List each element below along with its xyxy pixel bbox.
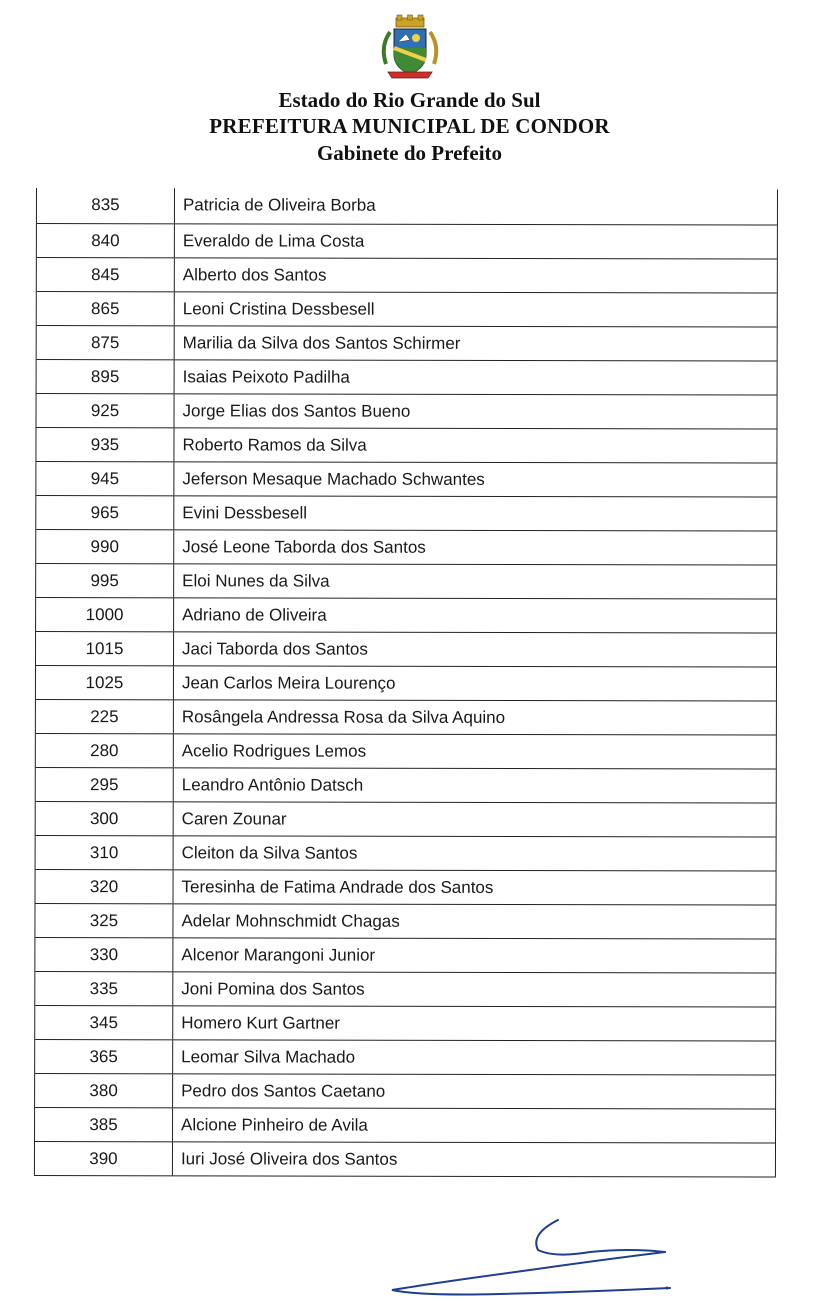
row-name: Patricia de Oliveira Borba xyxy=(182,195,376,215)
row-number: 225 xyxy=(36,700,174,733)
table-row xyxy=(37,326,777,362)
table-row xyxy=(36,564,776,600)
row-name: Iuri José Oliveira dos Santos xyxy=(180,1149,398,1170)
row-name: Eloi Nunes da Silva xyxy=(182,571,330,591)
municipal-coat-of-arms-icon xyxy=(376,14,444,82)
table-row xyxy=(37,292,777,328)
row-number: 1015 xyxy=(36,632,174,665)
table-row xyxy=(36,598,776,634)
row-number: 325 xyxy=(35,904,173,937)
handwritten-signature xyxy=(380,1212,680,1302)
row-number: 280 xyxy=(36,734,174,767)
row-number: 835 xyxy=(37,188,175,223)
table-row xyxy=(36,428,776,464)
row-name: José Leone Taborda dos Santos xyxy=(182,537,426,557)
row-name: Roberto Ramos da Silva xyxy=(182,435,367,455)
table-row xyxy=(36,394,776,430)
header-gabinete: Gabinete do Prefeito xyxy=(316,141,503,165)
row-name: Jaci Taborda dos Santos xyxy=(182,639,368,659)
row-number: 990 xyxy=(36,530,174,563)
table-row xyxy=(37,224,777,260)
table-row xyxy=(37,188,777,226)
table-row xyxy=(36,734,776,770)
row-number: 310 xyxy=(36,836,174,869)
row-number: 295 xyxy=(36,768,174,801)
row-number: 845 xyxy=(37,258,175,291)
table-row xyxy=(35,1006,775,1042)
names-table xyxy=(34,188,778,1178)
table-row xyxy=(35,1074,775,1110)
row-number: 925 xyxy=(36,394,174,427)
row-name: Jeferson Mesaque Machado Schwantes xyxy=(182,469,485,490)
row-name: Pedro dos Santos Caetano xyxy=(181,1081,386,1102)
row-name: Leandro Antônio Datsch xyxy=(181,775,364,795)
row-name: Evini Dessbesell xyxy=(182,503,308,523)
table-row xyxy=(36,496,776,532)
table-row xyxy=(37,360,777,396)
table-row xyxy=(36,836,776,872)
row-number: 995 xyxy=(36,564,174,597)
table-row xyxy=(35,870,775,906)
row-number: 1025 xyxy=(36,666,174,699)
table-row xyxy=(35,938,775,974)
row-number: 895 xyxy=(37,360,175,393)
row-name: Marilia da Silva dos Santos Schirmer xyxy=(182,333,461,353)
row-name: Cleiton da Silva Santos xyxy=(181,843,358,863)
row-number: 300 xyxy=(36,802,174,835)
header-prefeitura: PREFEITURA MUNICIPAL DE CONDOR xyxy=(209,114,610,138)
row-number: 840 xyxy=(37,224,175,257)
table-row xyxy=(35,1040,775,1076)
table-row xyxy=(35,972,775,1008)
table-row xyxy=(35,1142,775,1178)
row-name: Adelar Mohnschmidt Chagas xyxy=(181,911,400,932)
table-row xyxy=(35,1108,775,1144)
row-number: 345 xyxy=(35,1006,173,1039)
row-name: Leoni Cristina Dessbesell xyxy=(182,299,375,319)
row-number: 385 xyxy=(35,1108,173,1141)
row-number: 945 xyxy=(36,462,174,495)
row-name: Jean Carlos Meira Lourenço xyxy=(181,673,396,693)
row-number: 865 xyxy=(37,292,175,325)
row-name: Homero Kurt Gartner xyxy=(181,1013,341,1033)
row-name: Caren Zounar xyxy=(181,809,287,829)
table-row xyxy=(35,904,775,940)
table-row xyxy=(36,632,776,668)
table-row xyxy=(36,666,776,702)
row-number: 335 xyxy=(35,972,173,1005)
table-row xyxy=(36,768,776,804)
row-number: 390 xyxy=(35,1142,173,1175)
row-number: 320 xyxy=(36,870,174,903)
row-number: 875 xyxy=(37,326,175,359)
row-name: Teresinha de Fatima Andrade dos Santos xyxy=(181,877,494,898)
row-name: Everaldo de Lima Costa xyxy=(182,231,365,251)
table-row xyxy=(36,700,776,736)
row-name: Alberto dos Santos xyxy=(182,265,327,285)
row-name: Acelio Rodrigues Lemos xyxy=(181,741,367,761)
row-number: 965 xyxy=(36,496,174,529)
table-row xyxy=(36,802,776,838)
row-number: 1000 xyxy=(36,598,174,631)
row-name: Rosângela Andressa Rosa da Silva Aquino xyxy=(181,707,506,728)
row-name: Leomar Silva Machado xyxy=(181,1047,356,1068)
table-row xyxy=(37,258,777,294)
row-number: 380 xyxy=(35,1074,173,1107)
row-name: Jorge Elias dos Santos Bueno xyxy=(182,401,411,421)
row-number: 330 xyxy=(35,938,173,971)
row-name: Joni Pomina dos Santos xyxy=(181,979,365,1000)
row-name: Isaias Peixoto Padilha xyxy=(182,367,350,387)
table-row xyxy=(36,462,776,498)
row-name: Alcione Pinheiro de Avila xyxy=(181,1115,368,1136)
row-number: 365 xyxy=(35,1040,173,1073)
row-name: Adriano de Oliveira xyxy=(182,605,327,625)
table-row xyxy=(36,530,776,566)
row-number: 935 xyxy=(36,428,174,461)
header-state: Estado do Rio Grande do Sul xyxy=(278,88,541,112)
row-name: Alcenor Marangoni Junior xyxy=(181,945,376,966)
